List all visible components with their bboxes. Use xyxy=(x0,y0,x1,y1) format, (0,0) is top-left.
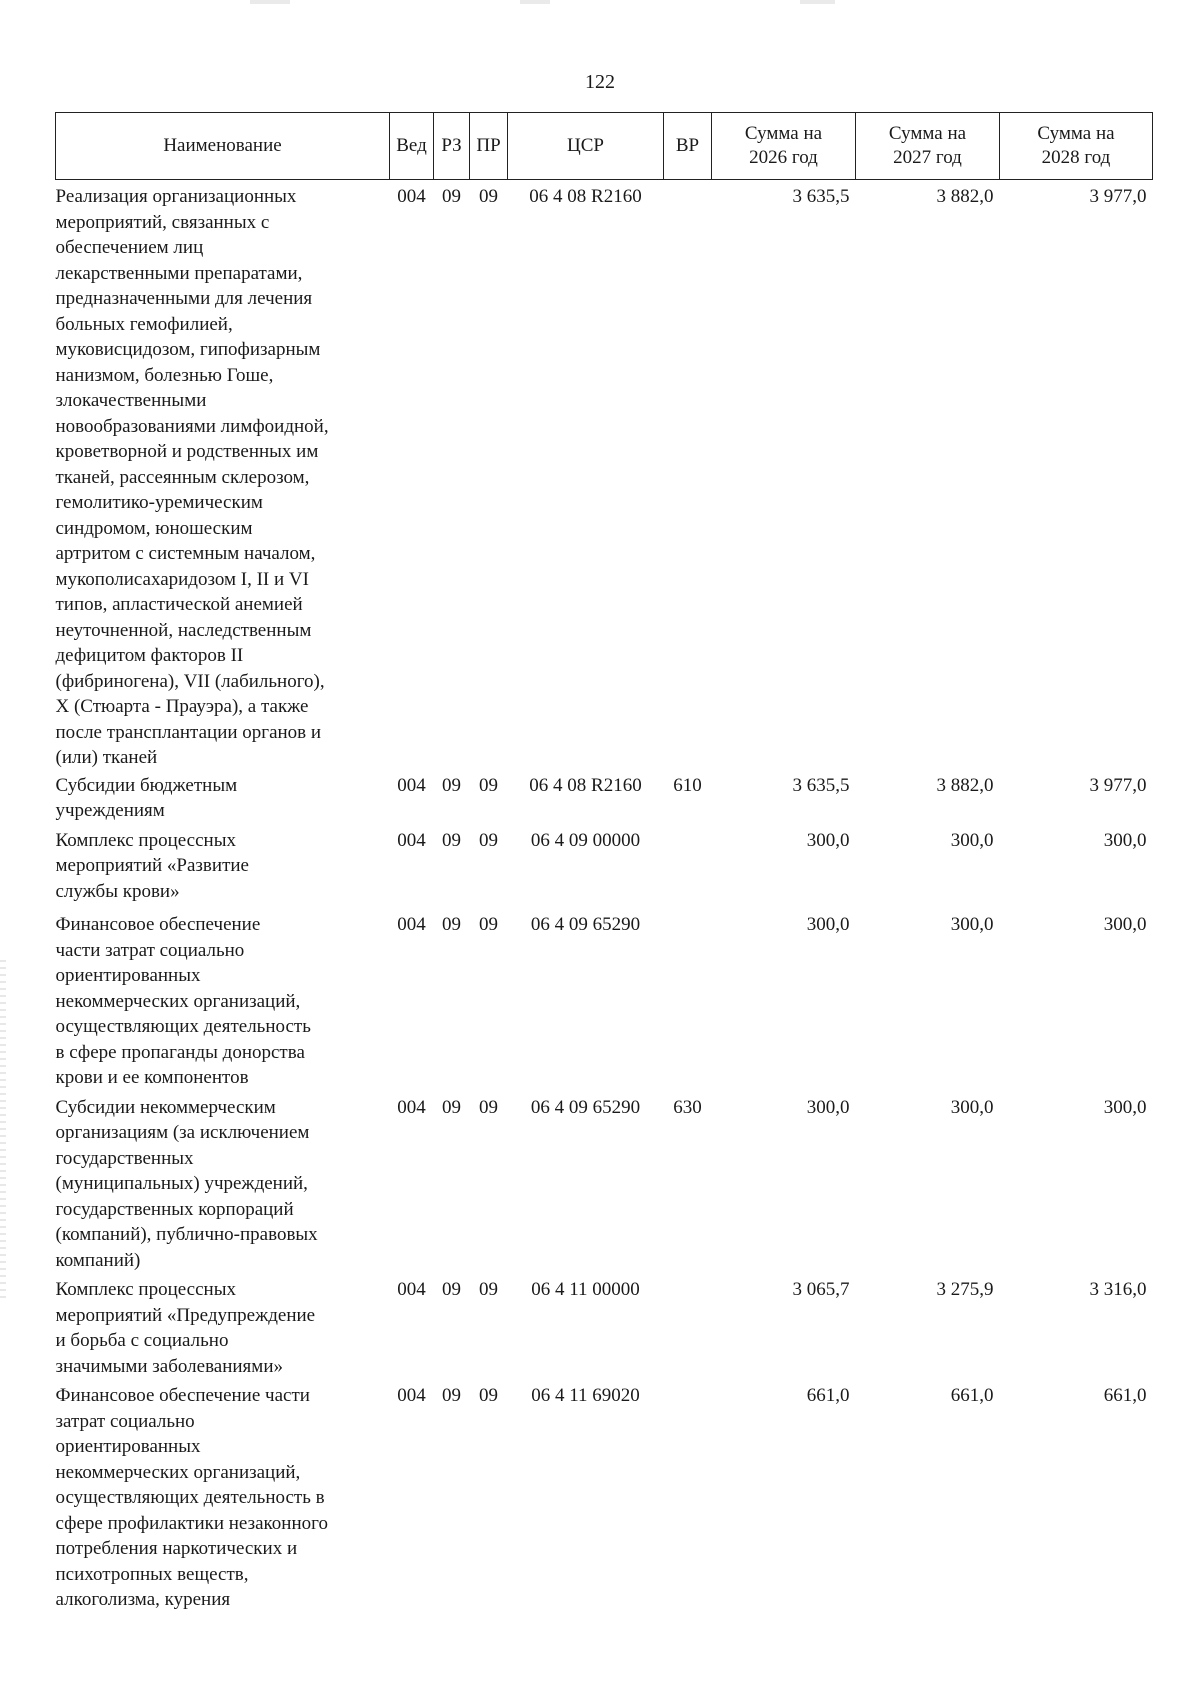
header-sum-2027-line1: Сумма на xyxy=(888,123,967,144)
budget-table xyxy=(55,112,1153,1613)
row-name-line: Субсидии некоммерческим xyxy=(55,1096,276,1118)
row-name-line: осуществляющих деятельность xyxy=(55,1016,311,1037)
row-vr xyxy=(664,180,712,771)
row-sum-2027: 300,0 xyxy=(950,829,994,851)
row-name-line: X (Стюарта - Прауэра), а также xyxy=(55,696,309,717)
row-name-line: Финансовое обеспечение части xyxy=(55,1385,310,1406)
row-sum-2027: 661,0 xyxy=(950,1385,994,1406)
page-number: 122 xyxy=(585,71,615,93)
header-name: Наименование xyxy=(56,113,390,180)
row-sum-2026: 3 065,7 xyxy=(792,1279,850,1300)
row-sum-2026: 300,0 xyxy=(806,1096,850,1118)
row-name-line: сфере профилактики незаконного xyxy=(55,1512,328,1534)
row-ved: 004 xyxy=(397,774,426,796)
row-name-line: государственных корпораций xyxy=(55,1198,294,1220)
row-name-line: новообразованиями лимфоидной, xyxy=(55,415,329,437)
row-pr: 09 xyxy=(479,186,498,207)
header-rz: РЗ xyxy=(434,113,470,180)
row-name xyxy=(56,1273,390,1379)
scan-artifact xyxy=(250,0,290,4)
table-row xyxy=(56,1091,1153,1274)
scan-artifact xyxy=(520,0,550,4)
row-name-line: (компаний), публично-правовых xyxy=(55,1224,318,1245)
row-name-line: Реализация организационных xyxy=(55,186,297,207)
row-sum-2027: 3 275,9 xyxy=(936,1279,994,1300)
table-header xyxy=(56,113,1153,180)
row-name-line: организациям (за исключением xyxy=(55,1122,310,1143)
row-name-line: Финансовое обеспечение xyxy=(55,914,261,935)
row-rz: 09 xyxy=(442,829,461,851)
row-name-line: в сфере пропаганды донорства xyxy=(55,1041,305,1063)
table-row xyxy=(56,1273,1153,1379)
row-name-line: синдромом, юношеским xyxy=(55,517,253,539)
row-sum-2028: 3 316,0 xyxy=(1089,1279,1147,1300)
row-rz: 09 xyxy=(442,774,461,796)
row-sum-2028: 3 977,0 xyxy=(1089,186,1147,207)
scan-artifact xyxy=(0,960,6,1300)
header-sum-2026-line1: Сумма на xyxy=(744,123,823,144)
row-vr xyxy=(664,1379,712,1613)
row-ved: 004 xyxy=(397,186,426,207)
row-name-line: мероприятий «Развитие xyxy=(55,855,249,876)
row-name-line: больных гемофилией, xyxy=(55,313,233,335)
header-sum-2027-line2: 2027 год xyxy=(893,147,962,168)
row-pr: 09 xyxy=(479,829,498,851)
row-vr: 630 xyxy=(673,1096,702,1118)
row-name-line: Комплекс процессных xyxy=(55,829,236,851)
row-ved: 004 xyxy=(397,1096,426,1118)
row-name-line: лекарственными препаратами, xyxy=(55,262,303,284)
header-sum-2026 xyxy=(712,113,856,180)
row-rz: 09 xyxy=(442,186,461,207)
row-sum-2027: 3 882,0 xyxy=(936,774,994,796)
row-rz: 09 xyxy=(442,914,461,935)
header-vr: ВР xyxy=(664,113,712,180)
table-body xyxy=(56,180,1153,1613)
row-rz: 09 xyxy=(442,1096,461,1118)
row-pr: 09 xyxy=(479,1385,498,1406)
row-name xyxy=(56,904,390,1091)
row-name-line: мероприятий, связанных с xyxy=(55,211,270,233)
row-ved: 004 xyxy=(397,829,426,851)
row-name-line: мукополисахаридозом I, II и VI xyxy=(55,568,309,590)
row-vr xyxy=(664,1273,712,1379)
row-ved: 004 xyxy=(397,1385,426,1406)
row-sum-2028: 300,0 xyxy=(1103,829,1147,851)
row-pr: 09 xyxy=(479,914,498,935)
row-name-line: компаний) xyxy=(55,1249,141,1271)
row-csr: 06 4 09 00000 xyxy=(530,829,641,851)
row-sum-2026: 661,0 xyxy=(806,1385,850,1406)
row-sum-2027: 3 882,0 xyxy=(936,186,994,207)
header-sum-2028-line1: Сумма на xyxy=(1037,123,1115,144)
row-name-line: злокачественными xyxy=(55,390,207,411)
row-name-line: (фибриногена), VII (лабильного), xyxy=(55,670,325,692)
header-csr: ЦСР xyxy=(508,113,664,180)
table-row xyxy=(56,904,1153,1091)
row-name-line: и борьба с социально xyxy=(55,1330,229,1351)
row-name-line: типов, апластической анемией xyxy=(55,594,303,615)
row-name xyxy=(56,771,390,824)
row-name-line: предназначенными для лечения xyxy=(55,288,313,309)
row-name-line: артритом с системным началом, xyxy=(55,543,316,564)
row-name-line: ориентированных xyxy=(55,1436,201,1457)
header-pr: ПР xyxy=(470,113,508,180)
row-pr: 09 xyxy=(479,774,498,796)
scan-artifact xyxy=(800,0,835,4)
row-name-line: ориентированных xyxy=(55,965,201,986)
row-name-line: кроветворной и родственных им xyxy=(55,441,319,462)
row-name-line: обеспечением лиц xyxy=(55,237,204,258)
row-name-line: службы крови» xyxy=(55,880,180,902)
row-name-line: после трансплантации органов и xyxy=(55,721,322,743)
row-sum-2026: 3 635,5 xyxy=(792,186,850,207)
row-name-line: неуточненной, наследственным xyxy=(55,619,312,641)
row-name-line: психотропных веществ, xyxy=(55,1563,249,1585)
row-name-line: алкоголизма, курения xyxy=(55,1589,231,1610)
row-name-line: потребления наркотических и xyxy=(55,1538,298,1559)
row-name-line: (муниципальных) учреждений, xyxy=(55,1173,308,1194)
row-name-line: затрат социально xyxy=(55,1410,195,1432)
header-sum-2026-line2: 2026 год xyxy=(749,147,818,168)
row-name-line: Комплекс процессных xyxy=(55,1279,236,1300)
row-pr: 09 xyxy=(479,1279,498,1300)
row-csr: 06 4 11 69020 xyxy=(531,1385,640,1406)
row-ved: 004 xyxy=(397,914,426,935)
header-sum-2027 xyxy=(856,113,1000,180)
header-sum-2028-line2: 2028 год xyxy=(1041,147,1111,168)
row-name-line: крови и ее компонентов xyxy=(55,1067,249,1088)
row-csr: 06 4 09 65290 xyxy=(530,1096,641,1118)
table-row xyxy=(56,180,1153,771)
row-ved: 004 xyxy=(397,1279,426,1300)
row-csr: 06 4 09 65290 xyxy=(530,914,641,935)
row-name-line: части затрат социально xyxy=(55,939,245,961)
row-name-line: значимыми заболеваниями» xyxy=(55,1355,283,1377)
row-name xyxy=(56,180,390,771)
header-sum-2028 xyxy=(1000,113,1153,180)
row-vr xyxy=(664,904,712,1091)
row-name-line: нанизмом, болезнью Гоше, xyxy=(55,364,274,386)
row-name-line: гемолитико-уремическим xyxy=(55,492,263,513)
table-row xyxy=(56,771,1153,824)
row-sum-2026: 300,0 xyxy=(806,914,850,935)
row-sum-2026: 300,0 xyxy=(806,829,850,851)
row-name-line: некоммерческих организаций, xyxy=(55,1461,301,1483)
row-name-line: (или) тканей xyxy=(55,747,158,768)
row-pr: 09 xyxy=(479,1096,498,1118)
row-csr: 06 4 11 00000 xyxy=(531,1279,640,1300)
row-vr xyxy=(664,824,712,905)
row-name-line: дефицитом факторов II xyxy=(55,645,244,666)
row-name-line: мероприятий «Предупреждение xyxy=(55,1304,316,1326)
row-name-line: некоммерческих организаций, xyxy=(55,990,301,1012)
row-csr: 06 4 08 R2160 xyxy=(529,186,642,207)
row-name-line: тканей, рассеянным склерозом, xyxy=(55,466,310,488)
row-sum-2028: 661,0 xyxy=(1103,1385,1147,1406)
row-name xyxy=(56,824,390,905)
row-name-line: муковисцидозом, гипофизарным xyxy=(55,339,321,360)
row-sum-2027: 300,0 xyxy=(950,1096,994,1118)
row-rz: 09 xyxy=(442,1385,461,1406)
table-row xyxy=(56,824,1153,905)
row-sum-2027: 300,0 xyxy=(950,914,994,935)
row-sum-2028: 300,0 xyxy=(1103,914,1147,935)
row-name-line: осуществляющих деятельность в xyxy=(55,1487,325,1508)
row-name xyxy=(56,1091,390,1274)
row-sum-2028: 300,0 xyxy=(1103,1096,1147,1118)
row-vr: 610 xyxy=(673,774,702,796)
row-csr: 06 4 08 R2160 xyxy=(529,774,642,796)
row-rz: 09 xyxy=(442,1279,461,1300)
row-name-line: учреждениям xyxy=(55,800,165,821)
table-row xyxy=(56,1379,1153,1613)
row-sum-2026: 3 635,5 xyxy=(792,774,850,796)
header-ved: Вед xyxy=(390,113,434,180)
row-name-line: Субсидии бюджетным xyxy=(55,774,238,796)
row-name-line: государственных xyxy=(55,1147,194,1169)
row-name xyxy=(56,1379,390,1613)
row-sum-2028: 3 977,0 xyxy=(1089,774,1147,796)
